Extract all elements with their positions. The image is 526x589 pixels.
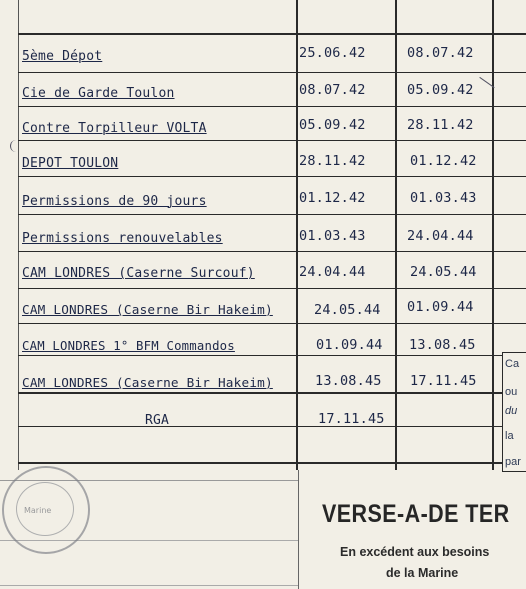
date-to-cell: 01.09.44: [407, 299, 474, 315]
row-rule: [18, 251, 526, 252]
official-stamp: [2, 466, 90, 554]
row-rule: [18, 426, 502, 427]
row-rule: [18, 72, 526, 73]
unit-cell: CAM LONDRES (Caserne Surcouf): [22, 266, 255, 281]
date-from-cell: 01.12.42: [299, 190, 366, 206]
date-to-cell: 05.09.42: [407, 82, 474, 98]
column-divider-date-to: [395, 0, 397, 470]
date-from-cell: 25.06.42: [299, 45, 366, 61]
row-rule: [18, 106, 526, 107]
unit-cell: DEPOT TOULON: [22, 156, 119, 171]
date-from-cell: 24.04.44: [299, 264, 366, 280]
unit-cell: Permissions de 90 jours: [22, 194, 207, 209]
date-to-cell: 01.03.43: [410, 190, 477, 206]
date-from-cell: 13.08.45: [315, 373, 382, 389]
unit-cell: 5ème Dépot: [22, 49, 103, 64]
column-divider-right: [492, 0, 494, 470]
row-rule: [18, 392, 502, 394]
unit-cell: RGA: [145, 413, 170, 428]
date-to-cell: 24.05.44: [410, 264, 477, 280]
row-rule: [18, 355, 502, 356]
unit-cell: CAM LONDRES (Caserne Bir Hakeim): [22, 375, 273, 390]
side-box-text: du: [505, 405, 518, 417]
unit-cell: Contre Torpilleur VOLTA: [22, 121, 207, 136]
verse-line-1: En excédent aux besoins: [340, 545, 490, 559]
date-to-cell: 24.04.44: [407, 228, 474, 244]
unit-cell: Permissions renouvelables: [22, 231, 223, 246]
side-box-text: la: [505, 430, 514, 442]
date-from-cell: 28.11.42: [299, 153, 366, 169]
side-box-text: ou: [505, 386, 518, 398]
unit-cell: CAM LONDRES (Caserne Bir Hakeim): [22, 302, 273, 317]
verse-line-2: de la Marine: [386, 566, 459, 580]
row-rule: [18, 33, 526, 35]
unit-cell: CAM LONDRES 1° BFM Commandos: [22, 339, 235, 353]
date-to-cell: 13.08.45: [409, 337, 476, 353]
verse-title: VERSE-A-DE TER: [322, 500, 510, 528]
date-to-cell: 01.12.42: [410, 153, 477, 169]
stamp-text: Marine: [24, 506, 52, 515]
date-to-cell: 17.11.45: [410, 373, 477, 389]
row-rule: [18, 176, 526, 177]
row-rule: [18, 462, 502, 464]
date-to-cell: 08.07.42: [407, 45, 474, 61]
row-rule: [18, 288, 526, 289]
pencil-mark: [10, 140, 21, 152]
date-from-cell: 17.11.45: [318, 411, 385, 427]
side-box-text: par: [505, 456, 521, 468]
faint-rule: [0, 585, 298, 586]
column-divider-left: [18, 0, 19, 470]
column-divider-date-from: [296, 0, 298, 470]
date-from-cell: 08.07.42: [299, 82, 366, 98]
faint-divider: [298, 470, 299, 589]
row-rule: [18, 323, 526, 324]
date-from-cell: 01.09.44: [316, 337, 383, 353]
date-from-cell: 01.03.43: [299, 228, 366, 244]
date-to-cell: 28.11.42: [407, 117, 474, 133]
date-from-cell: 05.09.42: [299, 117, 366, 133]
side-box-text: Ca: [505, 358, 520, 370]
row-rule: [18, 140, 526, 141]
date-from-cell: 24.05.44: [314, 302, 381, 318]
row-rule: [18, 214, 526, 215]
unit-cell: Cie de Garde Toulon: [22, 86, 175, 101]
